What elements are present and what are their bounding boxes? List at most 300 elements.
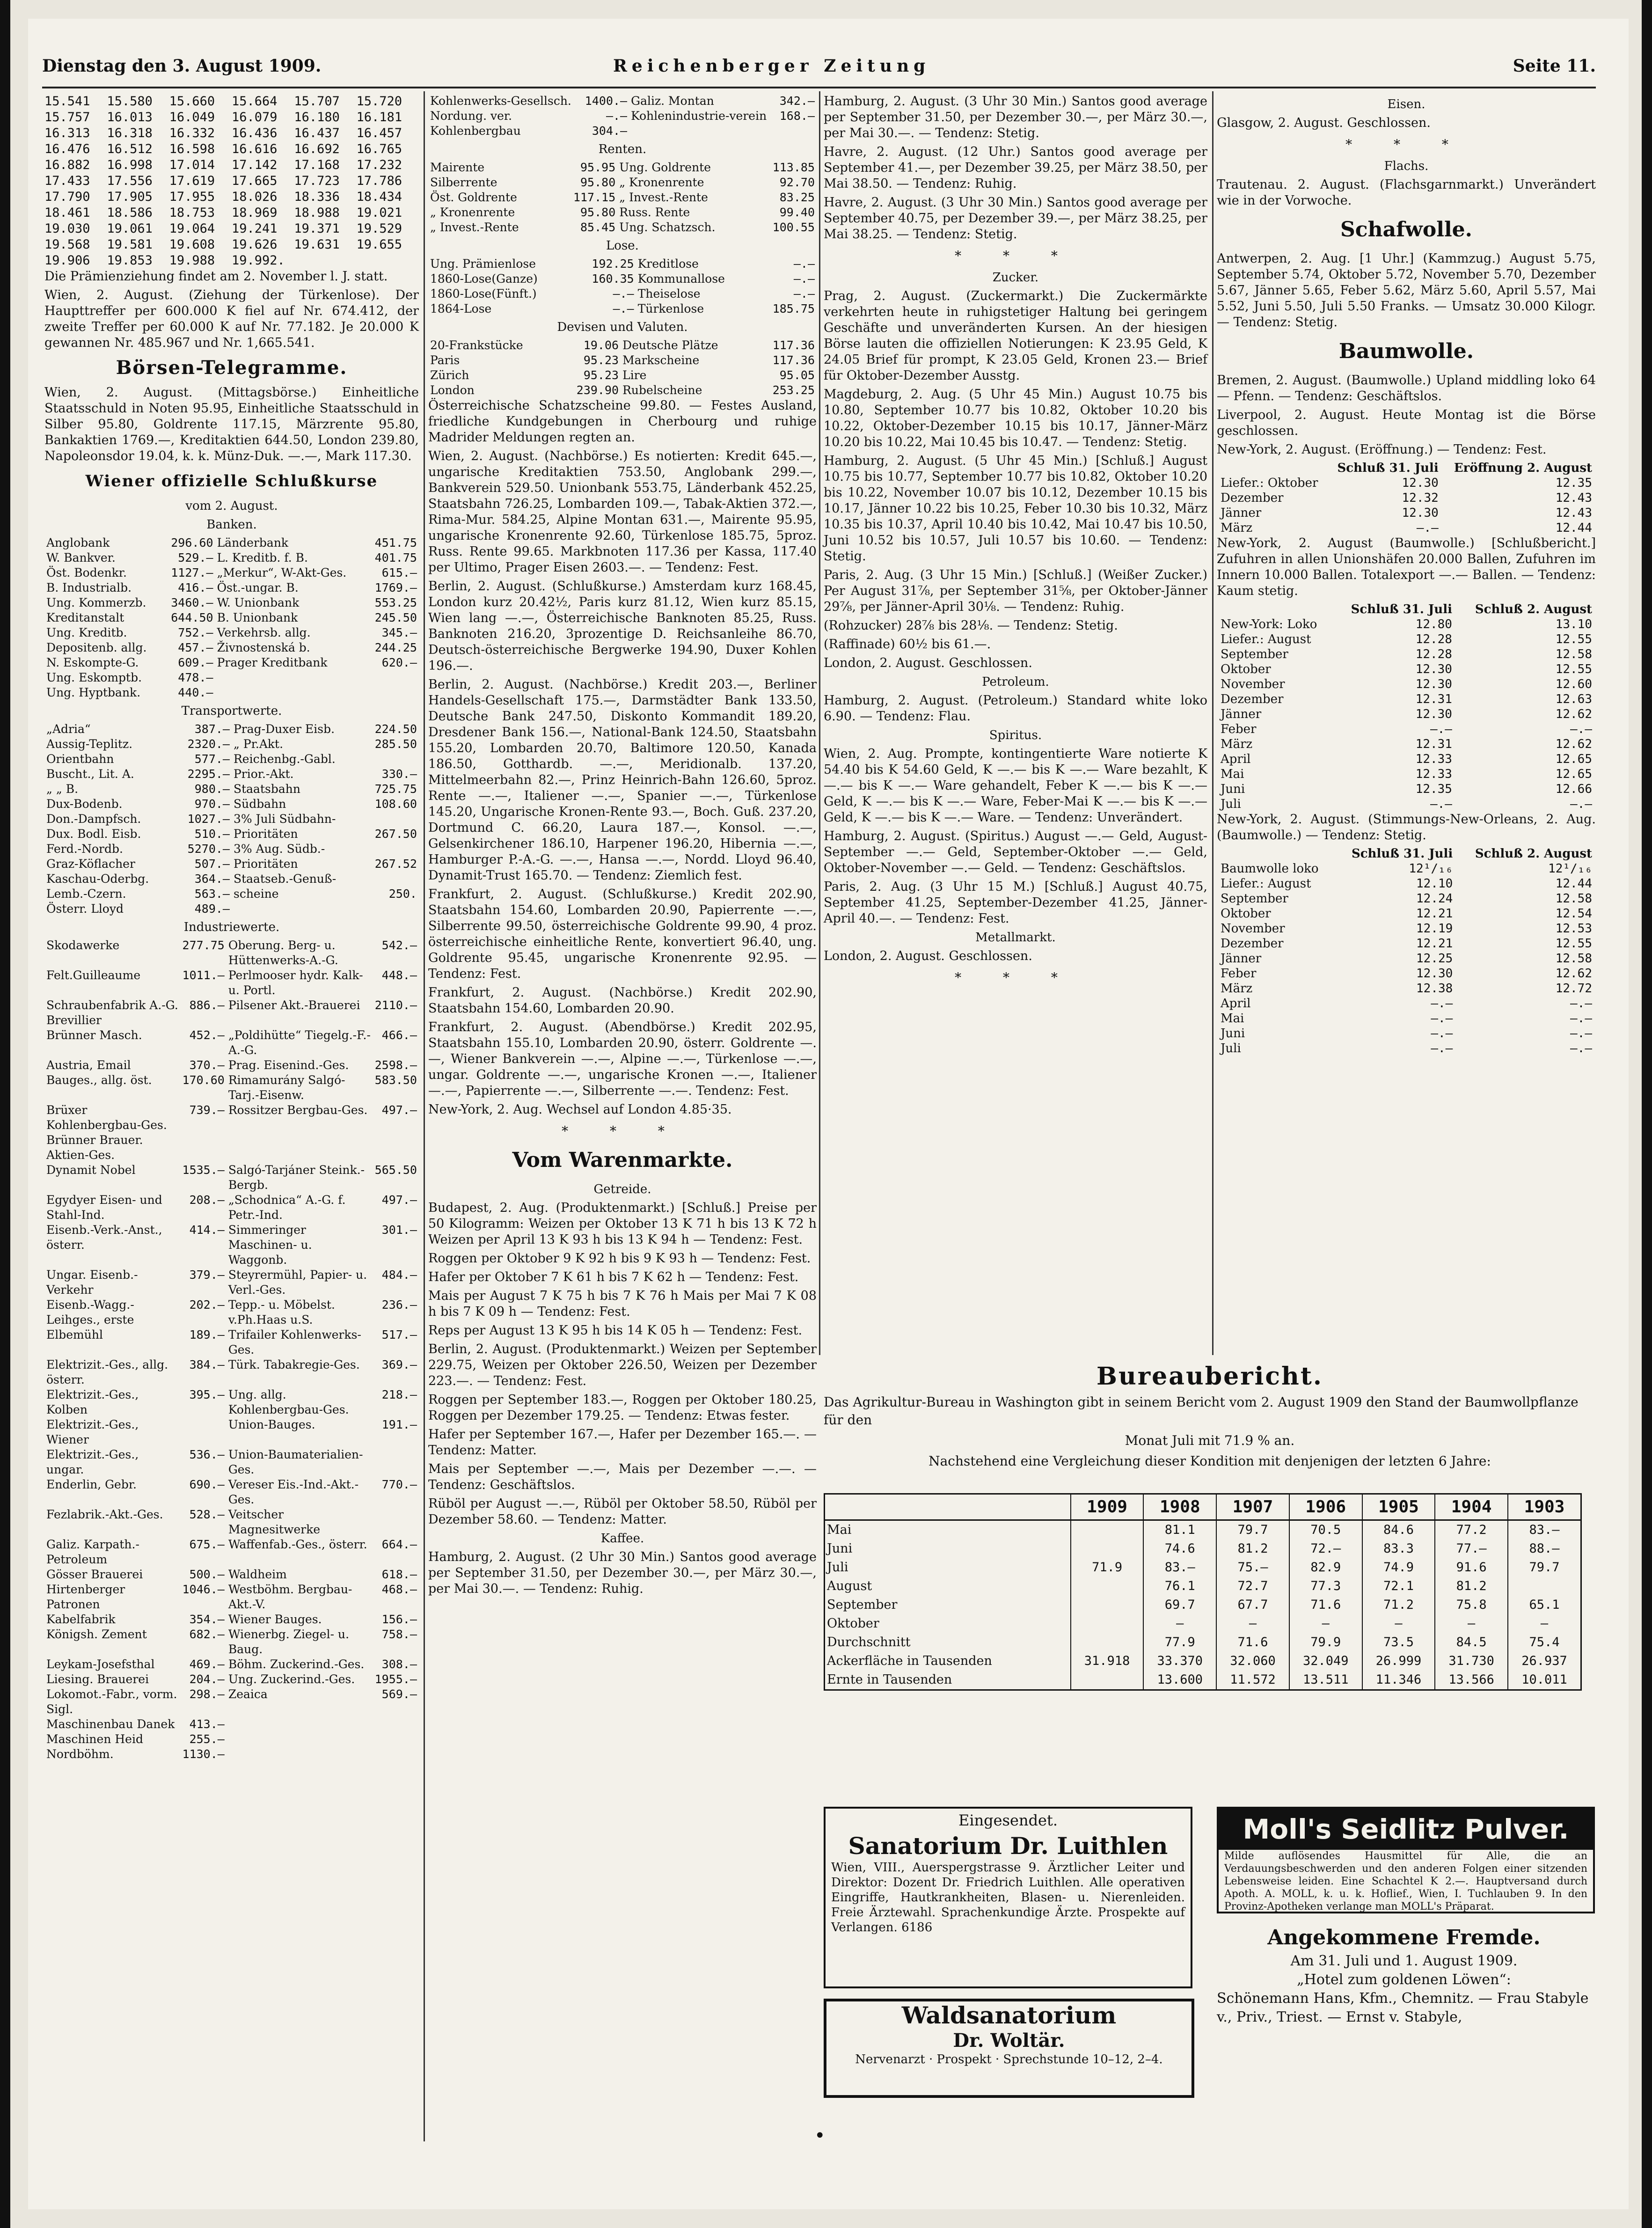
quote-value: 296.60 xyxy=(171,536,213,550)
lottery-number: 17.905 xyxy=(107,190,153,204)
quote-value: 565.50 xyxy=(374,1163,417,1177)
quote-value: 2320.— xyxy=(187,737,230,751)
quote-name: W. Bankver. xyxy=(46,551,116,564)
spiritus-report: Paris, 2. Aug. (3 Uhr 15 M.) [Schluß.] August 40.75, September 41.25, September-Dezember 41.25, Jänner-April 40.—. — Tendenz: Fest. xyxy=(824,879,1207,926)
cotton-header-blank xyxy=(825,1494,1071,1520)
quote-value: 189.— xyxy=(189,1328,225,1341)
price-month: Juni xyxy=(1221,782,1245,796)
quote-name: Ung. Zuckerind.-Ges. xyxy=(228,1672,355,1686)
zucker-label: Zucker. xyxy=(992,271,1039,285)
price-value: 12.63 xyxy=(1555,692,1592,706)
price-value: 12.60 xyxy=(1555,677,1592,691)
quote-name: Öst.-ungar. B. xyxy=(217,581,299,594)
cotton-year-header: 1909 xyxy=(1071,1494,1144,1520)
quote-name: Waffenfab.-Ges., österr. xyxy=(228,1538,367,1551)
quote-name: B. Industrialb. xyxy=(46,581,132,594)
quote-name: Schraubenfabrik A.-G. Brevillier xyxy=(46,998,178,1027)
quote-value: 416.— xyxy=(178,581,213,594)
price-month: Oktober xyxy=(1221,662,1271,676)
quote-row xyxy=(44,1627,419,1657)
quote-name: Elektrizit.-Ges., ungar. xyxy=(46,1448,139,1476)
eisen-report: Glasgow, 2. August. Geschlossen. xyxy=(1217,116,1431,130)
quote-value: 185.75 xyxy=(772,302,815,315)
price-value: 12.55 xyxy=(1555,632,1592,646)
price-row xyxy=(1217,722,1596,737)
lottery-number: 15.757 xyxy=(44,110,90,125)
cotton-value: 33.370 xyxy=(1143,1652,1216,1671)
quote-name: „ Invest.-Rente xyxy=(619,191,708,204)
quote-row xyxy=(428,94,817,109)
quote-value: —.— xyxy=(613,302,634,315)
quote-name: Westböhm. Bergbau-Akt.-V. xyxy=(228,1583,352,1611)
quote-value: 354.— xyxy=(189,1612,225,1626)
quote-name: Graz-Köflacher xyxy=(46,857,135,871)
price-row xyxy=(1217,692,1596,707)
quote-row xyxy=(44,1193,419,1223)
quote-name: 3% Aug. Südb.- xyxy=(233,842,325,856)
lottery-number: 18.753 xyxy=(169,205,215,220)
quote-value: 95.80 xyxy=(580,205,616,219)
kaffee-report: Havre, 2. August. (3 Uhr 30 Min.) Santos good average per September 40.75, per Dezember 39.—, per März 38.25, per Mai 38.25. — Tendenz: Stetig. xyxy=(824,195,1207,242)
price-value: 12.35 xyxy=(1415,782,1452,796)
quote-row xyxy=(44,722,419,737)
quote-name: Elektrizit.-Ges., Kolben xyxy=(46,1388,139,1416)
price-month: Juli xyxy=(1221,797,1241,811)
cotton-value: 26.999 xyxy=(1362,1652,1435,1671)
quote-name: Südbahn xyxy=(233,797,286,811)
quote-value: 156.— xyxy=(381,1612,417,1626)
quote-value: 298.— xyxy=(189,1687,225,1701)
cotton-value: 72.— xyxy=(1289,1539,1362,1558)
quote-name: „Merkur“, W-Akt-Ges. xyxy=(217,566,347,579)
lottery-number: 16.049 xyxy=(169,110,215,125)
quote-row xyxy=(44,670,419,685)
price-value: —.— xyxy=(1570,797,1592,811)
cotton-value: — xyxy=(1508,1614,1581,1633)
price-value: 12.55 xyxy=(1555,662,1592,676)
price-value: 12.35 xyxy=(1555,476,1592,490)
quote-name: Russ. Rente xyxy=(619,205,690,219)
lottery-number: 15.664 xyxy=(231,94,278,109)
arrivals-title: Angekommene Fremde. xyxy=(1267,1926,1541,1950)
quote-row xyxy=(44,1073,419,1103)
quote-name: Rimamurány Salgó-Tarj.-Eisenw. xyxy=(228,1073,345,1102)
price-value: 12.21 xyxy=(1416,907,1453,921)
quote-value xyxy=(373,1507,419,1537)
quote-value xyxy=(373,1447,419,1477)
lottery-number: 19.064 xyxy=(169,221,215,236)
price-row xyxy=(1217,647,1596,662)
arrivals-guests: Schönemann Hans, Kfm., Chemnitz. — Frau Stabyle v., Priv., Triest. — Ernst v. Stabyle, xyxy=(1217,1990,1589,2025)
quote-name: „ Kronenrente xyxy=(430,205,515,219)
price-value: 12.44 xyxy=(1555,877,1592,891)
lottery-number: 15.660 xyxy=(169,94,215,109)
quote-name: Zeaica xyxy=(228,1687,268,1701)
lottery-number: 16.512 xyxy=(107,142,153,156)
quote-value: 413.— xyxy=(189,1717,225,1731)
separator-stars: * * * xyxy=(955,970,1076,985)
cotton-value: 71.6 xyxy=(1216,1633,1289,1652)
waldsanatorium-text: Nervenarzt · Prospekt · Sprechstunde 10–12, 2–4. xyxy=(855,2052,1163,2067)
cotton-value: 77.2 xyxy=(1435,1520,1508,1540)
cotton-value: 71.6 xyxy=(1289,1596,1362,1614)
lottery-number: 19.992. xyxy=(231,253,285,268)
lottery-number: 17.665 xyxy=(231,174,278,188)
schlusskurse-date: vom 2. August. xyxy=(185,499,278,513)
price-row xyxy=(1217,520,1596,535)
lottery-number: 16.318 xyxy=(107,126,153,140)
price-value: 12¹/₁₆ xyxy=(1548,862,1592,876)
quote-value: 95.80 xyxy=(580,176,616,189)
spiritus-label: Spiritus. xyxy=(989,728,1042,742)
lottery-number: 18.434 xyxy=(356,190,402,204)
quote-name: Königsh. Zement xyxy=(46,1627,147,1641)
quote-name: Prag-Duxer Eisb. xyxy=(233,722,335,736)
quote-name: Tepp.- u. Möbelst. v.Ph.Haas u.S. xyxy=(228,1298,335,1327)
price-month: September xyxy=(1221,892,1288,906)
arrivals-date: Am 31. Juli und 1. August 1909. xyxy=(1290,1953,1518,1969)
cotton-row-label: September xyxy=(827,1598,898,1612)
quote-value: 95.23 xyxy=(583,368,619,382)
cotton-value: 32.060 xyxy=(1216,1652,1289,1671)
lottery-number: 19.030 xyxy=(44,221,90,236)
getreide-report: Mais per September —.—, Mais per Dezember —.—. — Tendenz: Geschäftslos. xyxy=(428,1462,817,1492)
quote-name: Ung. Schatzsch. xyxy=(619,220,716,234)
lottery-number: 16.013 xyxy=(107,110,153,125)
quote-value: 250. xyxy=(388,887,417,901)
getreide-report: Hafer per September 167.—, Hafer per Dezember 165.—. — Tendenz: Matter. xyxy=(428,1427,817,1458)
quote-value: 19.06 xyxy=(583,338,619,352)
column-4 xyxy=(1217,94,1596,1442)
price-month: September xyxy=(1221,647,1288,661)
quote-name: Ung. Kreditb. xyxy=(46,626,127,639)
quote-name: Perlmooser hydr. Kalk- u. Portl. xyxy=(228,968,363,997)
quote-value: 1027.— xyxy=(187,812,230,826)
price-month: Dezember xyxy=(1221,937,1284,951)
quote-row xyxy=(44,625,419,640)
quote-name: Dynamit Nobel xyxy=(46,1163,136,1177)
transport-label: Transportwerte. xyxy=(181,704,282,718)
zucker-report: Hamburg, 2. August. (5 Uhr 45 Min.) [Schluß.] August 10.75 bis 10.77, September 10.77 bis 10.82, Oktober 10.20 bis 10.22, November 10.07 bis 10.12, Dezember 10.15 bis 10.17, Jänner 10.22 bis 10.25, Feber 10.30 bis 10.32, März 10.35 bis 10.37, April 10.40 bis 10.42, Mai 10.47 bis 10.50, Juni 10.52 bis 10.57, Juli 10.57 bis 10.60. — Tendenz: Stetig. xyxy=(824,454,1207,564)
cotton-value: 72.1 xyxy=(1362,1577,1435,1596)
quote-row xyxy=(44,1567,419,1582)
bureaubericht-intro: Das Agrikultur-Bureau in Washington gibt in seinem Bericht vom 2. August 1909 den Stand der Baumwollpflanze für den xyxy=(824,1394,1579,1428)
quote-value: 83.25 xyxy=(779,191,815,204)
quote-value: 239.90 xyxy=(576,383,619,397)
lottery-number: 16.436 xyxy=(231,126,278,140)
quote-value: —.— xyxy=(793,272,815,286)
quote-value: 277.75 xyxy=(182,938,225,952)
cotton-value xyxy=(1071,1614,1144,1633)
quote-name xyxy=(215,670,367,685)
quote-value: 208.— xyxy=(189,1193,225,1207)
quote-name: Prioritäten xyxy=(233,827,298,841)
cotton-row xyxy=(825,1614,1581,1633)
separator-stars: * * * xyxy=(562,1123,683,1139)
cotton-value: 71.2 xyxy=(1362,1596,1435,1614)
lottery-number: 15.720 xyxy=(356,94,402,109)
column-divider xyxy=(819,91,820,1355)
lottery-number: 16.598 xyxy=(169,142,215,156)
quote-value: 370.— xyxy=(189,1058,225,1072)
quote-row xyxy=(44,827,419,842)
price-row xyxy=(1217,921,1596,936)
quote-name: Dux. Bodl. Eisb. xyxy=(46,827,141,841)
quote-name: Galiz. Montan xyxy=(631,94,714,108)
quote-value: 536.— xyxy=(189,1448,225,1461)
price-value: 13.10 xyxy=(1555,617,1592,631)
lottery-number: 17.619 xyxy=(169,174,215,188)
quote-row xyxy=(44,872,419,887)
cotton-row-label: Oktober xyxy=(827,1616,879,1631)
quote-name: Don.-Dampfsch. xyxy=(46,812,141,826)
quote-name: Ferd.-Nordb. xyxy=(46,842,123,856)
quote-value: 510.— xyxy=(194,827,230,841)
quote-value: 117.36 xyxy=(772,353,815,367)
price-month: Feber xyxy=(1221,722,1257,736)
quote-name: Enderlin, Gebr. xyxy=(46,1478,137,1491)
quote-value: 609.— xyxy=(178,656,213,669)
bureaubericht-title: Bureaubericht. xyxy=(1096,1362,1323,1391)
quote-value: 204.— xyxy=(189,1672,225,1686)
cotton-year-header: 1906 xyxy=(1289,1494,1362,1520)
quote-value: 345.— xyxy=(381,626,417,639)
lottery-number: 16.457 xyxy=(356,126,402,140)
lottery-number: 19.988 xyxy=(169,253,215,268)
cotton-value xyxy=(1071,1577,1144,1596)
quote-value: 364.— xyxy=(194,872,230,886)
kaffee-report: Havre, 2. August. (12 Uhr.) Santos good average per September 41.—, per Dezember 39.25, per März 38.50, per Mai 38.50. — Tendenz: Ruhig. xyxy=(824,145,1207,191)
quote-value: 618.— xyxy=(381,1568,417,1581)
price-row xyxy=(1217,782,1596,797)
separator-stars: * * * xyxy=(1345,137,1467,152)
price-month: Jänner xyxy=(1221,952,1262,966)
price-value: 12.32 xyxy=(1402,491,1439,505)
quote-value: 2598.— xyxy=(374,1058,417,1072)
cotton-value: 11.346 xyxy=(1362,1671,1435,1690)
bureaubericht-section xyxy=(824,1362,1596,1802)
quote-value: 85.45 xyxy=(580,220,616,234)
price-value: 12.10 xyxy=(1416,877,1453,891)
quote-value xyxy=(181,1133,227,1163)
quote-value xyxy=(362,752,419,767)
price-month: November xyxy=(1221,677,1285,691)
getreide-report: Hafer per Oktober 7 K 61 h bis 7 K 62 h — Tendenz: Fest. xyxy=(428,1270,799,1284)
quote-value: 725.75 xyxy=(374,782,417,796)
cotton-row xyxy=(825,1652,1581,1671)
quote-value xyxy=(373,1732,419,1747)
quote-value xyxy=(362,901,419,916)
quote-value: 95.95 xyxy=(580,161,616,174)
quote-name: Kreditanstalt xyxy=(46,611,124,624)
zucker-report: London, 2. August. Geschlossen. xyxy=(824,656,1032,670)
price-value: —.— xyxy=(1570,1041,1592,1055)
price-value: —.— xyxy=(1430,797,1452,811)
waldsanatorium-doctor: Dr. Woltär. xyxy=(953,2030,1065,2052)
price-header: Schluß 31. Juli xyxy=(1337,461,1439,475)
quote-name: Wiener Bauges. xyxy=(228,1612,322,1626)
quote-name: Rubelscheine xyxy=(622,383,702,397)
lottery-number: 17.433 xyxy=(44,174,90,188)
quote-row xyxy=(428,353,817,368)
cotton-value: 79.7 xyxy=(1216,1520,1289,1540)
lottery-number: 16.998 xyxy=(107,158,153,172)
price-month: Mai xyxy=(1221,1011,1244,1026)
quote-value xyxy=(775,124,817,139)
lottery-number: 18.336 xyxy=(294,190,340,204)
price-month: Jänner xyxy=(1221,506,1262,520)
quote-name: Prag. Eisenind.-Ges. xyxy=(228,1058,349,1072)
spiritus-report: Hamburg, 2. August. (Spiritus.) August —.— Geld, August-September —.— Geld, September-Oktober —.— Geld, Oktober-November —.— Geld. — Tendenz: Geschäftslos. xyxy=(824,829,1207,875)
quote-row xyxy=(44,1537,419,1567)
quote-row xyxy=(44,767,419,782)
quote-row xyxy=(428,220,817,235)
price-row xyxy=(1217,506,1596,520)
lose-label: Lose. xyxy=(606,239,639,253)
quote-value: 675.— xyxy=(189,1538,225,1551)
quote-row xyxy=(44,968,419,998)
quote-row xyxy=(44,1058,419,1073)
cotton-row-label: Juni xyxy=(827,1541,853,1556)
price-value: —.— xyxy=(1416,521,1439,535)
lottery-number: 16.692 xyxy=(294,142,340,156)
quote-name xyxy=(215,685,367,700)
quote-value: 170.60 xyxy=(182,1073,225,1087)
scan-edge-left xyxy=(0,0,10,2228)
quote-value: 267.52 xyxy=(374,857,417,871)
quote-value: 569.— xyxy=(381,1687,417,1701)
column-divider xyxy=(1212,91,1213,1355)
quote-name: Lemb.-Czern. xyxy=(46,887,126,901)
quote-value: —.— xyxy=(606,109,628,123)
quote-name: Veitscher Magnesitwerke xyxy=(228,1508,321,1536)
quote-name: Maschinenbau Danek xyxy=(46,1717,175,1731)
quote-value: —.— xyxy=(793,287,815,300)
cotton-value xyxy=(1508,1577,1581,1596)
schafwolle-title: Schafwolle. xyxy=(1340,218,1472,242)
price-value: 12.25 xyxy=(1416,952,1453,966)
quote-value xyxy=(373,1747,419,1762)
cotton-value: 79.9 xyxy=(1289,1633,1362,1652)
cotton-header-row xyxy=(825,1494,1581,1520)
lose-table xyxy=(428,257,817,316)
lottery-number: 17.786 xyxy=(356,174,402,188)
newyork-closing-report: New-York, 2. August (Baumwolle.) [Schlußbericht.] Zufuhren in allen Unionshäfen 20.000 Ballen, Zufuhren im Innern 10.000 Ballen. Totalexport —.— Ballen. — Tendenz: Kaum stetig. xyxy=(1217,536,1596,598)
cotton-row-label: Ernte in Tausenden xyxy=(827,1672,952,1687)
quote-value: 739.— xyxy=(189,1103,225,1117)
separator-stars: * * * xyxy=(955,248,1076,264)
quote-value: 301.— xyxy=(381,1223,417,1237)
cotton-value: 81.2 xyxy=(1435,1577,1508,1596)
price-row xyxy=(1217,981,1596,996)
quote-name: Hirtenberger Patronen xyxy=(46,1583,125,1611)
price-row xyxy=(1217,891,1596,906)
quote-name: Brünner Brauer. Aktien-Ges. xyxy=(46,1133,143,1162)
header-rule xyxy=(42,87,1596,88)
cotton-value: 84.5 xyxy=(1435,1633,1508,1652)
cotton-value: 13.566 xyxy=(1435,1671,1508,1690)
price-value: 12.30 xyxy=(1415,677,1452,691)
quote-row xyxy=(428,124,817,139)
sanatorium-text: Wien, VIII., Auerspergstrasse 9. Ärztlicher Leiter und Direktor: Dozent Dr. Friedrich Luithlen. Alle operativen Eingriffe, Hautkrankheiten, Blasen- u. Nierenleiden. Freie Ärztewahl. Sprachenkundige Ärzte. Prospekte auf Verlangen. 6186 xyxy=(831,1861,1185,1935)
angekommene-fremde xyxy=(1217,1928,1591,2027)
getreide-reports xyxy=(428,1200,817,1528)
quote-name: Union-Bauges. xyxy=(228,1418,315,1431)
scan-edge-right xyxy=(1642,0,1652,2228)
quote-value: 308.— xyxy=(381,1657,417,1671)
price-month: März xyxy=(1221,521,1253,535)
quote-value: 758.— xyxy=(381,1627,417,1641)
market-report: Wien, 2. August. (Nachbörse.) Es notierten: Kredit 645.—, ungarische Kreditaktien 753.50, Anglobank 299.—, Bankverein 529.50. Unionbank 553.75, Länderbank 452.25, Staatsbahn 726.25, Lombarden 109.—, Tabak-Aktien 372.—, Rima-Mur. 584.25, Alpine Montan 631.—, Mairente 95.95, ungarische Kronenrente 92.60, Türkenlose 185.75, 5proz. Russ. Rente 99.65. Markbnoten 117.36 per Kassa, 117.40 per Ultimo, Prager Eisen 2603.—. — Tendenz: Fest. xyxy=(428,449,817,575)
quote-name: Egydyer Eisen- und Stahl-Ind. xyxy=(46,1193,162,1222)
cotton-value xyxy=(1071,1520,1144,1540)
zucker-report: (Rohzucker) 28⅞ bis 28⅛. — Tendenz: Stetig. xyxy=(824,618,1118,633)
warenmarkt-title: Vom Warenmarkte. xyxy=(512,1148,733,1172)
price-value: 12¹/₁₆ xyxy=(1409,862,1453,876)
quote-value: 5270.— xyxy=(187,842,230,856)
quote-name: N. Eskompte-G. xyxy=(46,656,139,669)
cotton-value: 72.7 xyxy=(1216,1577,1289,1596)
quote-name: Deutsche Plätze xyxy=(622,338,718,352)
zucker-report: Paris, 2. Aug. (3 Uhr 15 Min.) [Schluß.] (Weißer Zucker.) Per August 31⅞, per September 31⅝, per Oktober-Jänner 29⅞, per Jänner-April 30⅛. — Tendenz: Ruhig. xyxy=(824,568,1207,614)
quote-name: „Schodnica“ A.-G. f. Petr.-Ind. xyxy=(228,1193,346,1222)
lottery-number: 17.556 xyxy=(107,174,153,188)
price-month: Baumwolle loko xyxy=(1221,862,1319,876)
quote-name: Prager Kreditbank xyxy=(217,656,328,669)
lottery-number: 19.568 xyxy=(44,237,90,252)
quote-name: Fezlabrik.-Akt.-Ges. xyxy=(46,1508,163,1521)
quote-name: „ Pr.Akt. xyxy=(233,737,284,751)
quote-name xyxy=(232,901,362,916)
sanatorium-title: Sanatorium Dr. Luithlen xyxy=(848,1832,1168,1860)
quote-name: Länderbank xyxy=(217,536,289,550)
quote-value: 457.— xyxy=(178,641,213,654)
quote-value: 466.— xyxy=(381,1028,417,1042)
quote-value: 95.23 xyxy=(583,353,619,367)
cotton-value: 32.049 xyxy=(1289,1652,1362,1671)
quote-value: 1046.— xyxy=(182,1583,225,1596)
cotton-value: 31.730 xyxy=(1435,1652,1508,1671)
header-date: Dienstag den 3. August 1909. xyxy=(42,56,322,76)
price-row xyxy=(1217,861,1596,876)
quote-value: 970.— xyxy=(194,797,230,811)
cotton-value: 70.5 xyxy=(1289,1520,1362,1540)
quote-name: Österr. Lloyd xyxy=(46,902,124,916)
quote-value: 245.50 xyxy=(374,611,417,624)
kaffee-report: Hamburg, 2. August. (2 Uhr 30 Min.) Santos good average per September 31.50, per Dezember 30.—, per März 30.—, per Mai 30.—. — Tendenz: Ruhig. xyxy=(428,1550,817,1596)
column-2 xyxy=(428,94,817,1596)
price-row xyxy=(1217,966,1596,981)
zucker-report: Magdeburg, 2. Aug. (5 Uhr 45 Min.) August 10.75 bis 10.80, September 10.77 bis 10.82, Oktober 10.20 bis 10.22, Oktober-Dezember 10.15 bis 10.17, Jänner-März 10.20 bis 10.22, Mai 10.45 bis 10.47. — Tendenz: Stetig. xyxy=(824,387,1207,449)
quote-value: 2110.— xyxy=(374,998,417,1012)
quote-value: 1127.— xyxy=(171,566,213,579)
quote-name: Kaschau-Oderbg. xyxy=(46,872,149,886)
quote-name: W. Unionbank xyxy=(217,596,300,609)
cotton-row xyxy=(825,1671,1581,1690)
quote-row xyxy=(44,1732,419,1747)
quote-name: Öst. Goldrente xyxy=(430,191,517,204)
price-row xyxy=(1217,1011,1596,1026)
price-header xyxy=(1217,602,1334,617)
quote-name: Anglobank xyxy=(46,536,110,550)
baumwoll-kondition-table xyxy=(824,1493,1582,1691)
quote-name: 1860-Lose(Fünft.) xyxy=(430,287,537,300)
kaffee-label: Kaffee. xyxy=(600,1532,644,1546)
header-paper-name: Reichenberger Zeitung xyxy=(613,56,930,76)
quote-name xyxy=(629,124,775,139)
price-month: Oktober xyxy=(1221,907,1271,921)
quote-row xyxy=(44,1717,419,1732)
